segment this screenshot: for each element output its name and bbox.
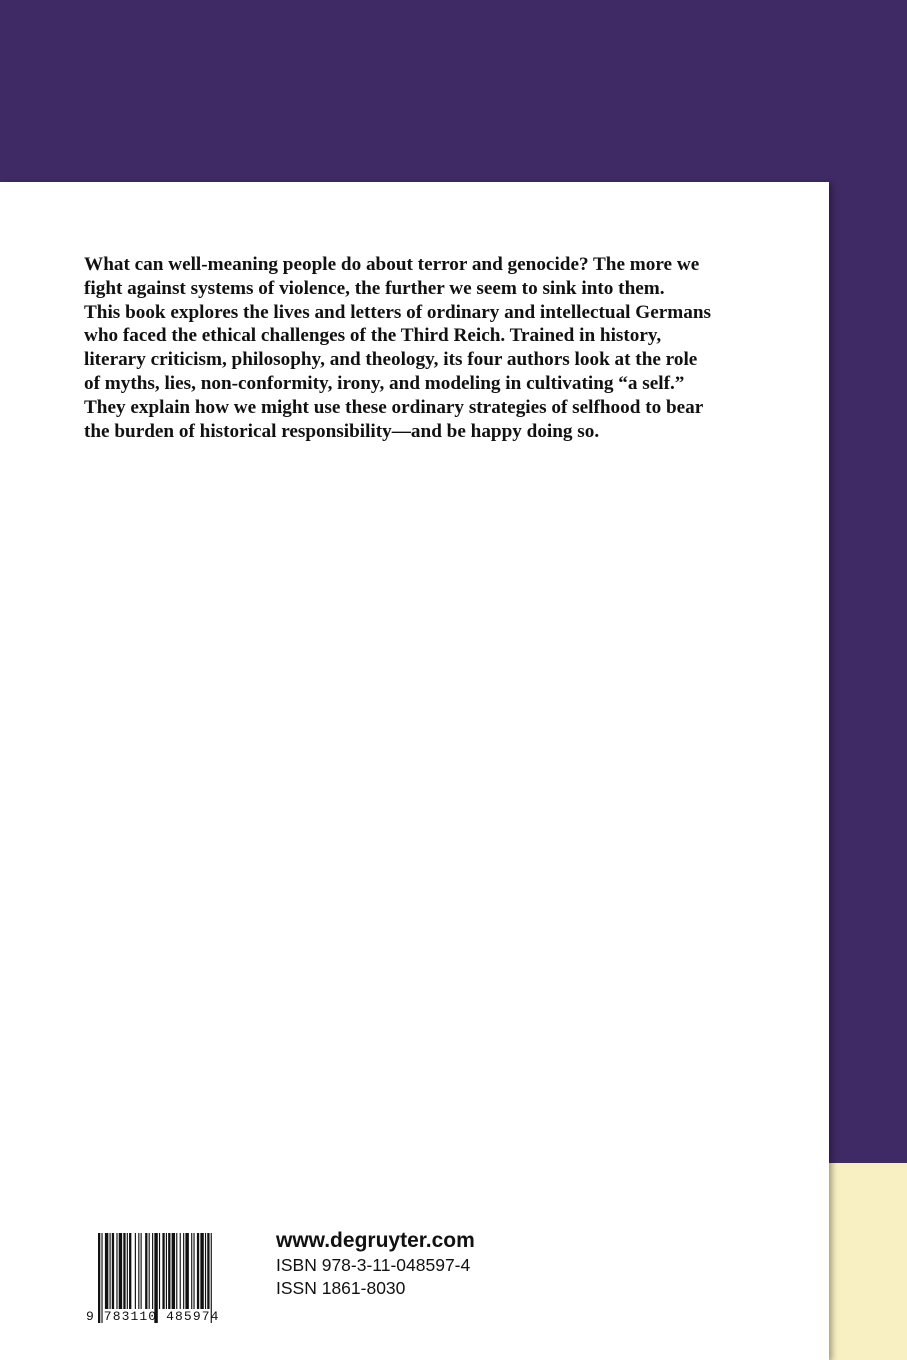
blurb-line: What can well-meaning people do about terror and genocide? The more we: [84, 254, 700, 275]
barcode-digits: 9 783110 485974: [86, 1309, 220, 1324]
blurb-line: They explain how we might use these ordinary strategies of selfhood to bear: [84, 396, 704, 418]
blurb-line: literary criticism, philosophy, and theology, its four authors look at the role: [84, 349, 698, 371]
cream-accent-strip: [829, 1163, 907, 1360]
publisher-url[interactable]: www.degruyter.com: [276, 1229, 475, 1252]
blurb-line: the burden of historical responsibility—and be happy doing so.: [84, 420, 600, 442]
issn-number: ISSN 1861-8030: [276, 1278, 406, 1298]
publisher-info: [276, 1228, 475, 1300]
blurb-line: This book explores the lives and letters of ordinary and intellectual Germans: [84, 301, 711, 323]
book-blurb: [84, 253, 764, 443]
blurb-line: fight against systems of violence, the further we seem to sink into them.: [84, 277, 665, 299]
blurb-line: of myths, lies, non-conformity, irony, and modeling in cultivating “a self.”: [84, 372, 685, 394]
isbn-number: ISBN 978-3-11-048597-4: [276, 1255, 471, 1275]
blurb-line: who faced the ethical challenges of the Third Reich. Trained in history,: [84, 325, 662, 347]
